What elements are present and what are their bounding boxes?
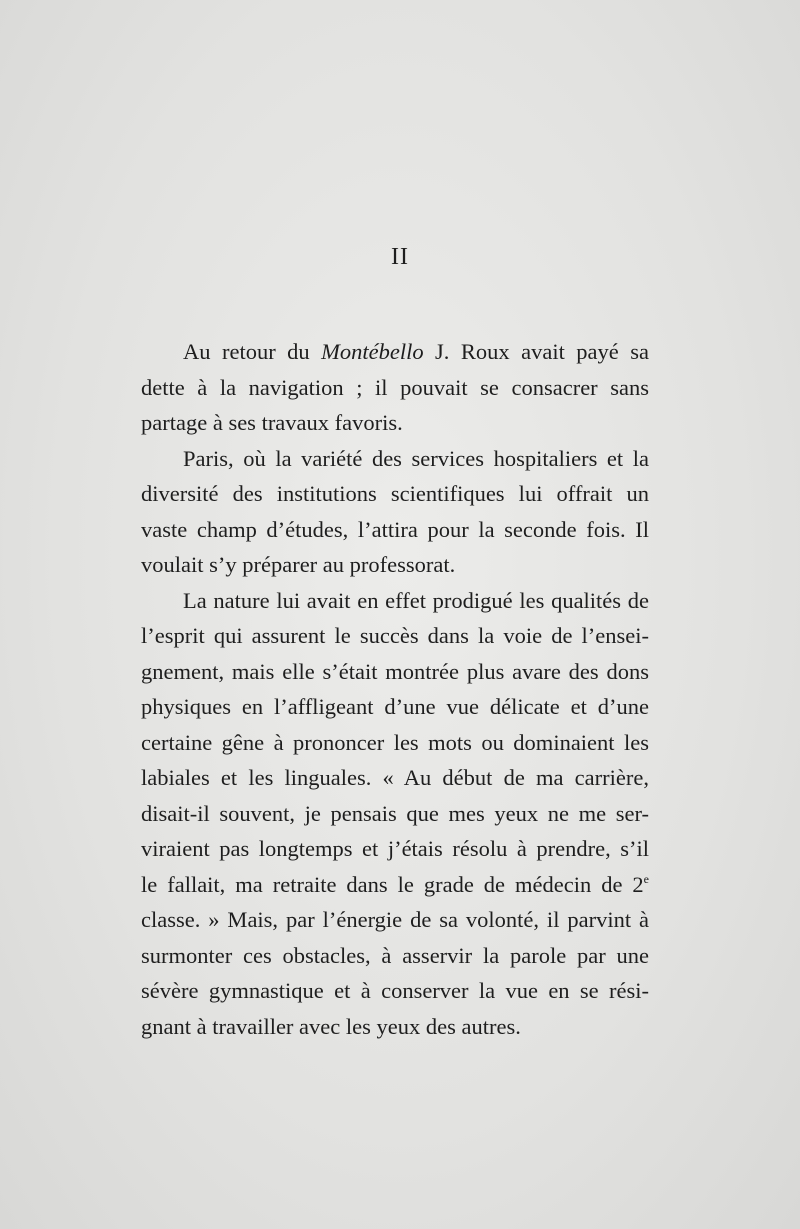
chapter-heading: II: [391, 244, 409, 270]
text-line: partage à ses travaux favoris.: [141, 410, 403, 435]
text-line: physiques en l’affligeant d’une vue délicate et d’une: [141, 694, 649, 719]
text-line: classe. » Mais, par l’énergie de sa volonté, il parvint à: [141, 907, 649, 932]
text-line: gnant à travailler avec les yeux des autres.: [141, 1013, 521, 1039]
text-line: dette à la navigation ; il pouvait se consacrer sans: [141, 374, 649, 400]
text-line: surmonter ces obstacles, à asservir la parole par une: [141, 942, 649, 968]
text-line: vaste champ d’études, l’attira pour la seconde fois. Il: [141, 516, 649, 542]
text-line: le fallait, ma retraite dans le grade de médecin de 2e: [141, 871, 649, 897]
text-line: l’esprit qui assurent le succès dans la voie de l’ensei-: [141, 623, 649, 648]
text-line: La nature lui avait en effet prodigué les qualités de: [183, 587, 649, 613]
text-line: disait-il souvent, je pensais que mes yeux ne me ser-: [141, 800, 649, 826]
text-line: diversité des institutions scientifiques lui offrait un: [141, 481, 649, 506]
text-line: viraient pas longtemps et j’étais résolu à prendre, s’il: [141, 836, 649, 861]
ship-name: Montébello: [321, 339, 424, 364]
text-line: voulait s’y préparer au professorat.: [141, 552, 456, 577]
text-line: certaine gêne à prononcer les mots ou dominaient les: [141, 729, 649, 755]
superscript: e: [643, 871, 649, 886]
page-body: [141, 334, 649, 1044]
paragraph-2: [141, 441, 649, 583]
text-line: Au retour du Montébello J. Roux avait payé sa: [183, 339, 649, 364]
text-line: gnement, mais elle s’était montrée plus avare des dons: [141, 658, 649, 684]
paragraph-1: [141, 334, 649, 441]
paragraph-3: [141, 583, 649, 1045]
text-line: sévère gymnastique et à conserver la vue en se rési-: [141, 978, 649, 1003]
text-line: labiales et les linguales. « Au début de ma carrière,: [141, 765, 649, 790]
text-line: Paris, où la variété des services hospitaliers et la: [183, 445, 649, 471]
